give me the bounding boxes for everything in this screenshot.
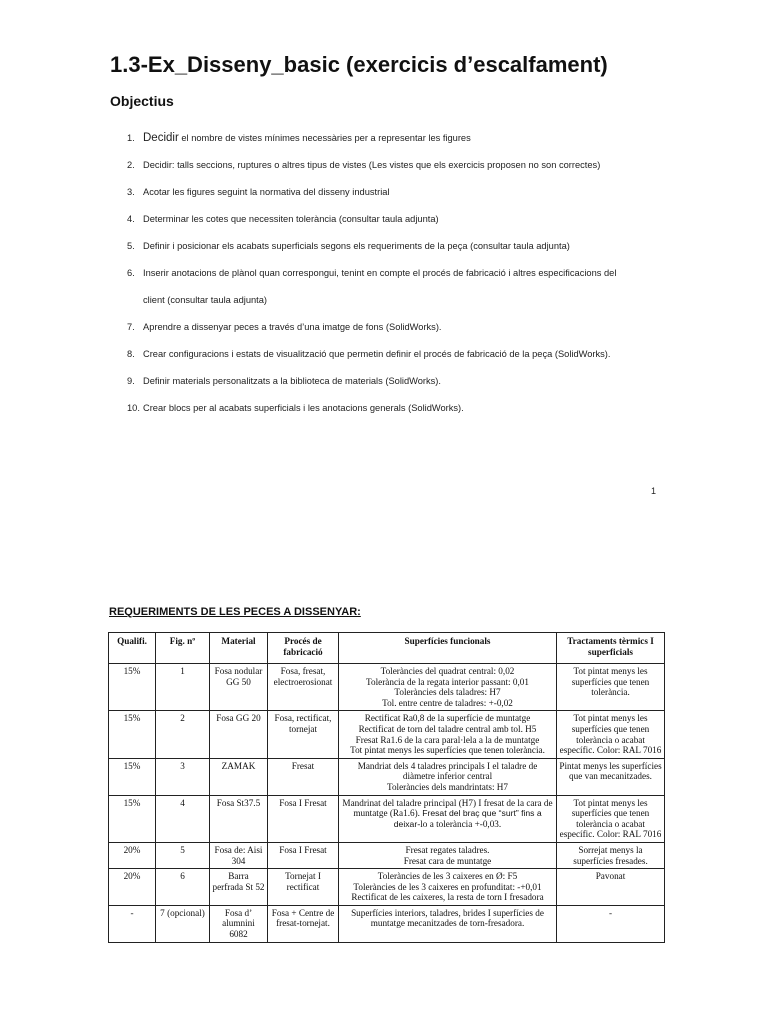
table-header-row (109, 633, 665, 664)
objective-number: 2. (127, 160, 135, 170)
objective-text: Determinar les cotes que necessiten tolerància (consultar taula adjunta) (143, 214, 439, 224)
objective-item (127, 152, 687, 179)
cell-surfaces (339, 842, 557, 868)
cell-treatment: - (557, 905, 665, 942)
table-row (109, 795, 665, 842)
objective-number: 8. (127, 349, 135, 359)
cell-fig: 6 (156, 869, 210, 906)
surface-line: Toleràncies dels mandrintats: H7 (386, 781, 509, 792)
cell-qualif: 15% (109, 758, 156, 795)
cell-process: Fosa I Fresat (268, 795, 339, 842)
objective-number: 1. (127, 133, 135, 143)
header-material: Material (210, 633, 268, 664)
cell-qualif: - (109, 905, 156, 942)
objective-text: Acotar les figures seguint la normativa del disseny industrial (143, 187, 390, 197)
cell-process: Fresat (268, 758, 339, 795)
objective-lead: Decidir (143, 132, 179, 144)
cell-treatment: Pavonat (557, 869, 665, 906)
surface-line: Superfícies interiors, taladres, brides I superfícies de muntatge mecanitzades de torn-fresadora. (351, 907, 544, 929)
objective-text: Aprendre a dissenyar peces a través d’una imatge de fons (SolidWorks). (143, 322, 442, 332)
objective-number: 5. (127, 241, 135, 251)
cell-process: Fosa, rectificat, tornejat (268, 711, 339, 758)
cell-surfaces (339, 905, 557, 942)
objective-item (127, 341, 687, 368)
header-surfaces: Superfícies funcionals (339, 633, 557, 664)
objective-item (127, 206, 687, 233)
requirements-title: REQUERIMENTS DE LES PECES A DISSENYAR: (109, 606, 361, 618)
cell-qualif: 20% (109, 842, 156, 868)
surface-line: Tot pintat menys les superfícies que tenen tolerància. (350, 745, 545, 756)
objective-text: client (consultar taula adjunta) (143, 295, 268, 305)
objective-number: 9. (127, 376, 135, 386)
surface-text: -lo a tolerància +-0,03. (417, 818, 502, 829)
cell-process: Fosa, fresat, electroerosionat (268, 664, 339, 711)
surface-line: Tol. entre centre de taladres: +-0,02 (382, 697, 513, 708)
cell-material: Fosa GG 20 (210, 711, 268, 758)
objective-text: el nombre de vistes mínimes necessàries per a representar les figures (178, 133, 471, 143)
section-title-objectius: Objectius (110, 93, 174, 109)
surface-line: Fresat regates taladres. (405, 844, 490, 855)
table-row (109, 758, 665, 795)
cell-material: Fosa de: Aisi 304 (210, 842, 268, 868)
cell-surfaces (339, 711, 557, 758)
cell-material: Fosa nodular GG 50 (210, 664, 268, 711)
cell-qualif: 15% (109, 795, 156, 842)
cell-surfaces (339, 795, 557, 842)
surface-text-highlight: Fresat del braç que “surt” fins a deixar (393, 808, 542, 829)
cell-fig: 3 (156, 758, 210, 795)
cell-fig: 1 (156, 664, 210, 711)
requirements-table-body (109, 664, 665, 943)
table-row (109, 905, 665, 942)
surface-line: Fresat cara de muntatge (403, 855, 492, 866)
cell-fig: 4 (156, 795, 210, 842)
objective-text: Inserir anotacions de plànol quan correspongui, tenint en compte el procés de fabricació i altres especificacions del (143, 268, 617, 278)
objective-item (127, 287, 687, 314)
objective-item (127, 260, 687, 287)
cell-surfaces (339, 664, 557, 711)
surface-line: Toleràncies de les 3 caixeres en Ø: F5 (377, 871, 518, 882)
objective-text: Crear configuracions i estats de visualització que permetin definir el procés de fabricació de la peça (SolidWorks). (143, 349, 611, 359)
surface-line: Rectificat Ra0,8 de la superfície de muntatge (364, 713, 531, 724)
surface-line: Toleràncies dels taladres: H7 (394, 687, 501, 698)
cell-material: Fosa St37.5 (210, 795, 268, 842)
surface-line: Mandriat dels 4 taladres principals I el taladre de diàmetre inferior central (357, 760, 538, 782)
objective-number: 3. (127, 187, 135, 197)
header-treatments: Tractaments tèrmics I superficials (557, 633, 665, 664)
cell-process: Tornejat I rectificat (268, 869, 339, 906)
table-row (109, 664, 665, 711)
cell-fig: 2 (156, 711, 210, 758)
cell-treatment: Pintat menys les superfícies que van mecanitzades. (557, 758, 665, 795)
objective-text: Definir materials personalitzats a la biblioteca de materials (SolidWorks). (143, 376, 441, 386)
cell-treatment: Tot pintat menys les superfícies que tenen tolerància o acabat específic. Color: RAL 7016 (557, 711, 665, 758)
surface-line: Tolerància de la regata interior passant: 0,01 (366, 676, 529, 687)
cell-treatment: Tot pintat menys les superfícies que tenen tolerància. (557, 664, 665, 711)
objective-text: Decidir: talls seccions, ruptures o altres tipus de vistes (Les vistes que els exercicis proposen no son correctes) (143, 160, 601, 170)
objective-number: 6. (127, 268, 135, 278)
page-number: 1 (651, 486, 657, 496)
cell-material: Barra perfrada St 52 (210, 869, 268, 906)
table-row (109, 869, 665, 906)
objectives-list (127, 125, 687, 422)
cell-surfaces (339, 869, 557, 906)
cell-treatment: Tot pintat menys les superfícies que tenen tolerància o acabat específic. Color: RAL 7016 (557, 795, 665, 842)
table-row (109, 711, 665, 758)
requirements-table (108, 632, 665, 943)
objective-text: Definir i posicionar els acabats superficials segons els requeriments de la peça (consultar taula adjunta) (143, 241, 570, 251)
header-process: Procés de fabricació (268, 633, 339, 664)
surface-line: Toleràncies del quadrat central: 0,02 (380, 666, 515, 676)
objective-number: 7. (127, 322, 135, 332)
cell-qualif: 15% (109, 664, 156, 711)
objective-number: 10. (127, 403, 140, 413)
cell-treatment: Sorrejat menys la superfícies fresades. (557, 842, 665, 868)
cell-process: Fosa I Fresat (268, 842, 339, 868)
objective-item (127, 314, 687, 341)
cell-fig: 7 (opcional) (156, 905, 210, 942)
cell-material: ZAMAK (210, 758, 268, 795)
cell-material: Fosa d’ alumnini 6082 (210, 905, 268, 942)
cell-qualif: 15% (109, 711, 156, 758)
objective-item (127, 233, 687, 260)
surface-line: Rectificat de torn del taladre central amb tol. H5 (358, 723, 537, 734)
objective-number: 4. (127, 214, 135, 224)
objective-text: Crear blocs per al acabats superficials i les anotacions generals (SolidWorks). (143, 403, 464, 413)
cell-fig: 5 (156, 842, 210, 868)
surface-line: Rectificat de les caixeres, la resta de torn I fresadora (351, 892, 544, 903)
surface-line: Toleràncies de les 3 caixeres en profunditat: -+0,01 (353, 881, 542, 892)
objective-item (127, 125, 687, 152)
cell-surfaces (339, 758, 557, 795)
header-fig: Fig. nº (156, 633, 210, 664)
cell-qualif: 20% (109, 869, 156, 906)
surface-text: Mandrinat del taladre principal (H7) I fresat de la cara de muntatge (Ra1.6). (342, 797, 553, 819)
cell-process: Fosa + Centre de fresat-tornejat. (268, 905, 339, 942)
header-qualif: Qualifi. (109, 633, 156, 664)
table-row (109, 842, 665, 868)
objective-item (127, 368, 687, 395)
objective-item (127, 179, 687, 206)
surface-line: Fresat Ra1.6 de la cara paral·lela a la de muntatge (355, 734, 540, 745)
objective-item (127, 395, 687, 422)
page-title: 1.3-Ex_Disseny_basic (exercicis d’escalfament) (110, 52, 608, 77)
